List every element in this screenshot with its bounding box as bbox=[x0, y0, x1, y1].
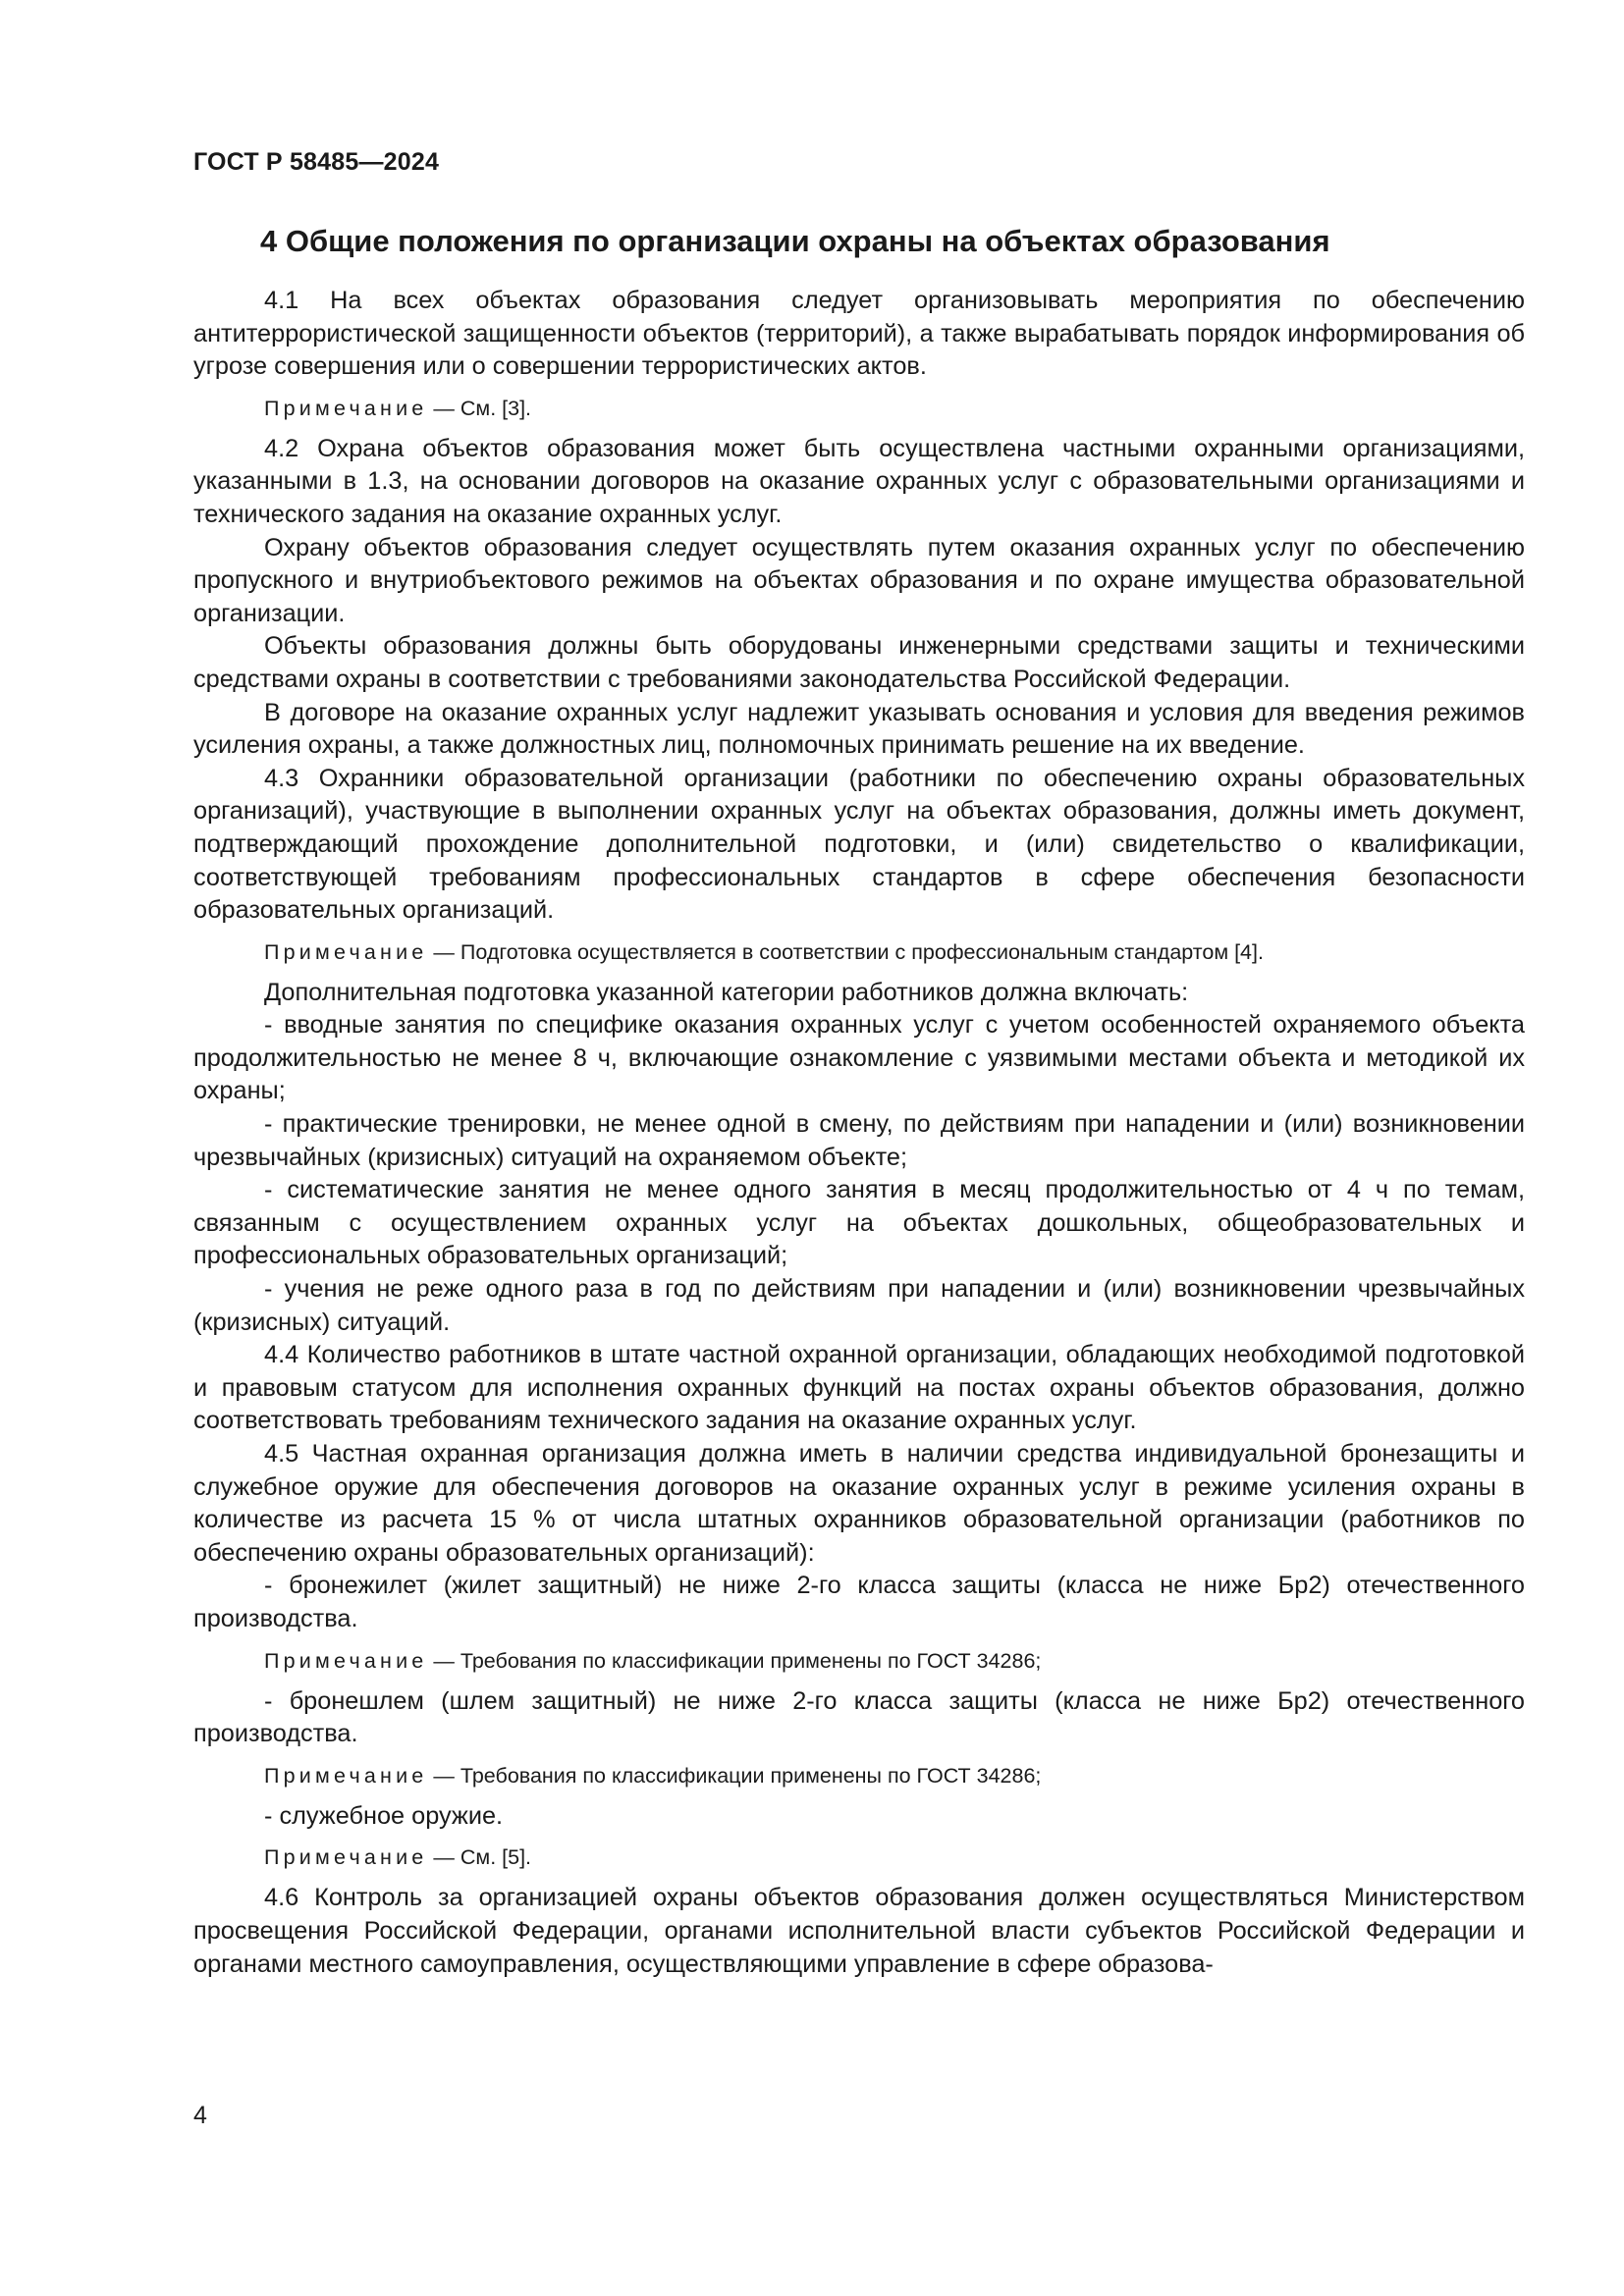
document-body bbox=[193, 285, 1525, 1981]
list-item: - вводные занятия по специфике оказания охранных услуг с учетом особенностей охраняемого объекта продолжительностью не менее 8 ч, включающие ознакомление с уязвимыми местами объекта и методикой их охраны; bbox=[193, 1011, 1525, 1105]
paragraph: Охрану объектов образования следует осуществлять путем оказания охранных услуг по обеспечению пропускного и внутриобъектового режимов на объектах образования и по охране имущества образовательной организации. bbox=[193, 533, 1525, 627]
paragraph: 4.6 Контроль за организацией охраны объектов образования должен осуществляться Министерством просвещения Российской Федерации, органами исполнительной власти субъектов Российской Федерации и органами местного самоуправления, осуществляющими управление в сфере образова- bbox=[193, 1884, 1525, 1978]
paragraph: 4.4 Количество работников в штате частной охранной организации, обладающих необходимой подготовкой и правовым статусом для исполнения охранных функций на постах охраны объектов образования, должно соответствовать требованиям технического задания на оказание охранных услуг. bbox=[193, 1341, 1525, 1435]
note-label: Примечание bbox=[264, 939, 428, 964]
paragraph: 4.5 Частная охранная организация должна иметь в наличии средства индивидуальной бронезащиты и служебное оружие для обеспечения договоров на оказание охранных услуг в режиме усиления охраны в количестве из расчета 15 % от числа штатных охранников образовательной организации (работников по обеспечению охраны образовательных организаций): bbox=[193, 1440, 1525, 1567]
paragraph: Дополнительная подготовка указанной категории работников должна включать: bbox=[264, 978, 1189, 1006]
note-label: Примечание bbox=[264, 1763, 428, 1788]
note-label: Примечание bbox=[264, 1648, 428, 1673]
note-paragraph bbox=[193, 937, 1525, 967]
note-text: — См. [5]. bbox=[427, 1845, 532, 1870]
list-item: - практические тренировки, не менее одной в смену, по действиям при нападении и (или) возникновении чрезвычайных (кризисных) ситуаций на охраняемом объекте; bbox=[193, 1110, 1525, 1171]
paragraph: 4.3 Охранники образовательной организации (работники по обеспечению охраны образовательных организаций), участвующие в выполнении охранных услуг на объектах образования, должны иметь документ, подтверждающий прохождение дополнительной подготовки, и (или) свидетельство о квалификации, соответствующей требованиям профессиональных стандартов в сфере обеспечения безопасности образовательных организаций. bbox=[193, 764, 1525, 925]
note-paragraph bbox=[193, 394, 1525, 423]
note-paragraph bbox=[193, 1761, 1525, 1790]
section-title: 4 Общие положения по организации охраны на объектах образования bbox=[260, 224, 1330, 258]
paragraph: 4.2 Охрана объектов образования может быть осуществлена частными охранными организациями, указанными в 1.3, на основании договоров на оказание охранных услуг с образовательными организациями и технического задания на оказание охранных услуг. bbox=[193, 434, 1525, 528]
note-label: Примечание bbox=[264, 1845, 428, 1870]
document-header: ГОСТ Р 58485—2024 bbox=[193, 148, 440, 176]
note-label: Примечание bbox=[264, 396, 428, 420]
list-item: - служебное оружие. bbox=[264, 1801, 504, 1830]
note-paragraph bbox=[193, 1842, 1525, 1872]
note-paragraph bbox=[193, 1646, 1525, 1676]
list-item: - бронежилет (жилет защитный) не ниже 2-го класса защиты (класса не ниже Бр2) отечественного производства. bbox=[193, 1572, 1525, 1632]
note-text: — Требования по классификации применены по ГОСТ 34286; bbox=[427, 1763, 1042, 1788]
note-text: — См. [3]. bbox=[427, 396, 532, 420]
list-item: - бронешлем (шлем защитный) не ниже 2-го класса защиты (класса не ниже Бр2) отечественного производства. bbox=[193, 1686, 1525, 1748]
paragraph: Объекты образования должны быть оборудованы инженерными средствами защиты и техническими средствами охраны в соответствии с требованиями законодательства Российской Федерации. bbox=[193, 632, 1525, 693]
page-number: 4 bbox=[193, 2102, 207, 2129]
list-item: - систематические занятия не менее одного занятия в месяц продолжительностью от 4 ч по темам, связанным с осуществлением охранных услуг на объектах дошкольных, общеобразовательных и профессиональных образовательных организаций; bbox=[193, 1176, 1525, 1270]
list-item: - учения не реже одного раза в год по действиям при нападении и (или) возникновении чрезвычайных (кризисных) ситуаций. bbox=[193, 1275, 1525, 1336]
note-text: — Подготовка осуществляется в соответствии с профессиональным стандартом [4]. bbox=[427, 939, 1264, 964]
note-text: — Требования по классификации применены по ГОСТ 34286; bbox=[427, 1648, 1042, 1673]
paragraph: 4.1 На всех объектах образования следует организовывать мероприятия по обеспечению антитеррористической защищенности объектов (территорий), а также вырабатывать порядок информирования об угрозе совершения или о совершении террористических актов. bbox=[193, 287, 1525, 381]
paragraph: В договоре на оказание охранных услуг надлежит указывать основания и условия для введения режимов усиления охраны, а также должностных лиц, полномочных принимать решение на их введение. bbox=[193, 698, 1525, 760]
